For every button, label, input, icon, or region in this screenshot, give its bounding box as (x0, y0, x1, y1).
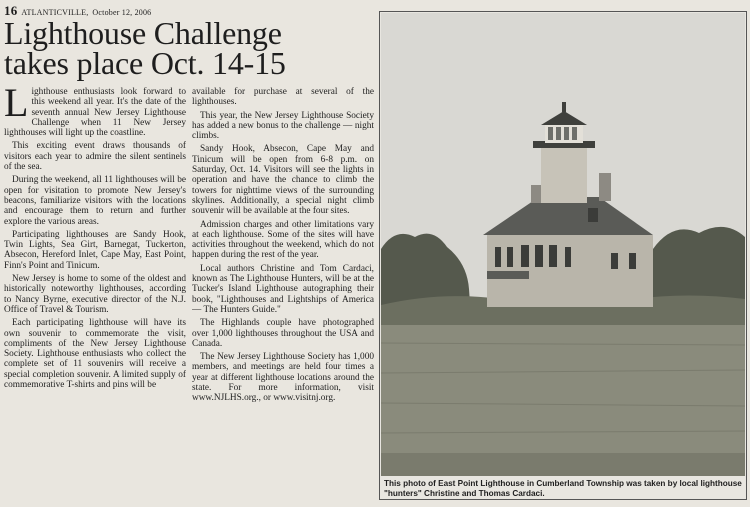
article-paragraph: Admission charges and other limitations vary at each lighthouse. Some of the sites will have activities throughout the weekend, which do not happen during the rest of the year. (192, 219, 374, 261)
article-paragraph: This year, the New Jersey Lighthouse Society has added a new bonus to the challenge — night climbs. (192, 110, 374, 142)
drop-cap: L (4, 87, 29, 125)
article-column-2 (192, 87, 374, 502)
article-paragraph: Lighthouse enthusiasts look forward to this weekend all year. It's the date of the seventh annual New Jersey Lighthouse Challenge when 11 New Jersey lighthouses will light up the coastline. (4, 87, 186, 139)
chimney-right (599, 173, 611, 201)
article-paragraph: Local authors Christine and Tom Cardaci, known as The Lighthouse Hunters, will be at the Tucker's Island Lighthouse autographing their book, "Lighthouses and Lightships of America — The Hunters Guide." (192, 263, 374, 315)
photo-caption: This photo of East Point Lighthouse in Cumberland Township was taken by local lighthouse "hunters" Christine and Thomas Cardaci. (384, 479, 742, 498)
article-paragraph: During the weekend, all 11 lighthouses will be open for visitation to promote New Jersey's beacons, familiarize visitors with the locations and encourage them to return and further explore the various areas. (4, 175, 186, 227)
photo-frame (379, 11, 747, 500)
article-paragraph: The Highlands couple have photographed over 1,000 lighthouses throughout the USA and Canada. (192, 318, 374, 349)
page-number: 16 (4, 3, 18, 18)
lighthouse-photo (381, 13, 745, 476)
article-paragraph: The New Jersey Lighthouse Society has 1,000 members, and meetings are held four times a year at different lighthouse locations around the state. For more information, visit www.NJLHS.org., or www.visitnj.org. (192, 352, 374, 404)
issue-date: October 12, 2006 (92, 8, 152, 17)
tower-base (541, 147, 587, 203)
article-paragraph: available for purchase at several of the lighthouses. (192, 87, 374, 108)
article-column-1 (4, 87, 186, 502)
article-paragraph: New Jersey is home to some of the oldest and historically noteworthy lighthouses, according to Nancy Byrne, executive director of the N.J. Office of Travel & Tourism. (4, 274, 186, 315)
article-paragraph: This exciting event draws thousands of visitors each year to admire the silent sentinels of the sea. (4, 141, 186, 173)
foreground-grass (381, 453, 745, 476)
article-paragraph: Participating lighthouses are Sandy Hook, Twin Lights, Sea Girt, Barnegat, Tuckerton, Absecon, Hereford Inlet, Cape May, East Point, Finn's Point and Tinicum. (4, 229, 186, 271)
article-paragraph: Each participating lighthouse will have its own souvenir to commemorate the visit, compliments of the New Jersey Lighthouse Society. Lighthouse enthusiasts who collect the complete set of 11 souvenirs will receive a special completion souvenir. A limited supply of commemorative T-shirts and pins will be (4, 318, 186, 391)
headline-line-1: Lighthouse Challenge (4, 15, 282, 51)
headline-line-2: takes place Oct. 14-15 (4, 45, 286, 81)
publication-name: ATLANTICVILLE, (21, 8, 89, 17)
vent-ball (562, 102, 566, 112)
headline (4, 15, 374, 81)
side-window (588, 208, 598, 222)
chimney-left (531, 185, 541, 203)
field (381, 313, 745, 476)
porch-roof (487, 271, 529, 279)
article-paragraph: Sandy Hook, Absecon, Cape May and Tinicum will be open from 6-8 p.m. on Saturday, Oct. 14. Visitors will see the lights in operation and have the chance to climb the towers for nighttime views of the surrounding skylines. Additionally, a special night climb souvenir will be available at the four sites. (192, 144, 374, 217)
